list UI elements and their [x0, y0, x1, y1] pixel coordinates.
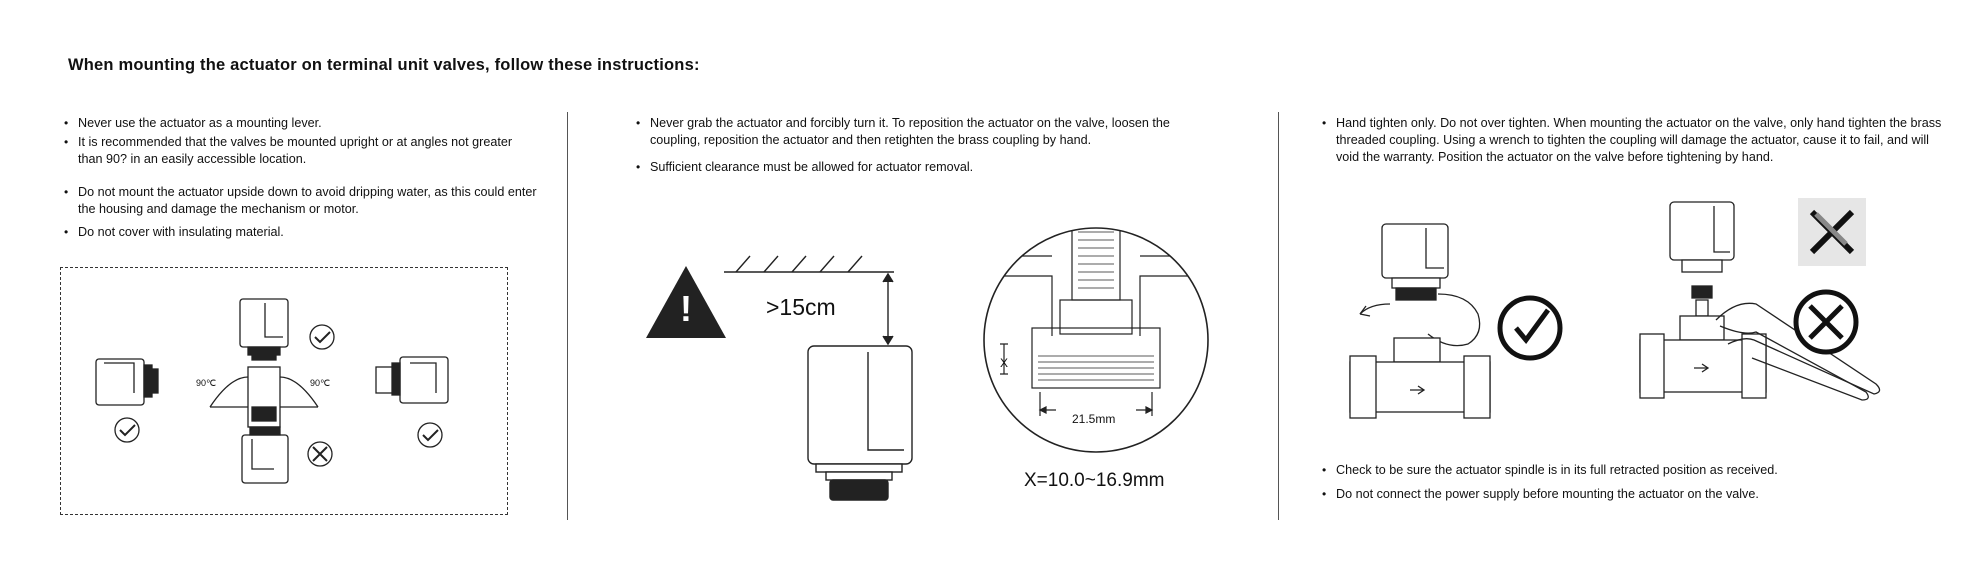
clearance-diagram [640, 248, 930, 508]
instruction-item: • Do not cover with insulating material. [64, 224, 544, 241]
column1-instructions [64, 115, 544, 241]
detail-dimension-label: 21.5mm [1072, 412, 1116, 426]
detail-x-label: X [1000, 356, 1009, 370]
instruction-item: • Do not connect the power supply before mounting the actuator on the valve. [1322, 486, 1948, 503]
instruction-item: • Check to be sure the actuator spindle is in its full retracted position as received. [1322, 462, 1948, 479]
instruction-item: • Hand tighten only. Do not over tighten. When mounting the actuator on the valve, only hand tighten the brass threaded coupling. Using a wrench to tighten the coupling will damage the actuator, cause it to fail, and will void the warranty. Position the actuator on the valve before tightening by hand. [1322, 115, 1948, 166]
check-icon [1500, 298, 1560, 358]
angle-label-left: 90℃ [196, 378, 217, 388]
instruction-item: • Never use the actuator as a mounting lever. [64, 115, 544, 132]
page-title: When mounting the actuator on terminal unit valves, follow these instructions: [68, 56, 700, 74]
x-range-label: X=10.0~16.9mm [1024, 470, 1165, 491]
column3-instructions-bottom [1322, 462, 1948, 503]
wrench-prohibited-diagram [1630, 196, 1900, 428]
column-divider-2 [1278, 112, 1279, 520]
column-divider-1 [567, 112, 568, 520]
instruction-item: • Sufficient clearance must be allowed for actuator removal. [636, 159, 1236, 176]
instruction-item: • Never grab the actuator and forcibly turn it. To reposition the actuator on the valve, loosen the coupling, reposition the actuator and then retighten the brass coupling by hand. [636, 115, 1236, 149]
instruction-item: • It is recommended that the valves be mounted upright or at angles not greater than 90? in an easily accessible location. [64, 134, 544, 168]
warning-symbol: ! [680, 288, 692, 329]
angle-label-right: 90℃ [310, 378, 331, 388]
orientation-diagram [60, 267, 508, 515]
clearance-label: >15cm [766, 294, 836, 320]
column2-instructions [636, 115, 1236, 176]
instruction-item: • Do not mount the actuator upside down to avoid dripping water, as this could enter the housing and damage the mechanism or motor. [64, 184, 544, 218]
hand-tighten-diagram [1330, 218, 1570, 428]
column3-instructions-top [1322, 115, 1948, 166]
